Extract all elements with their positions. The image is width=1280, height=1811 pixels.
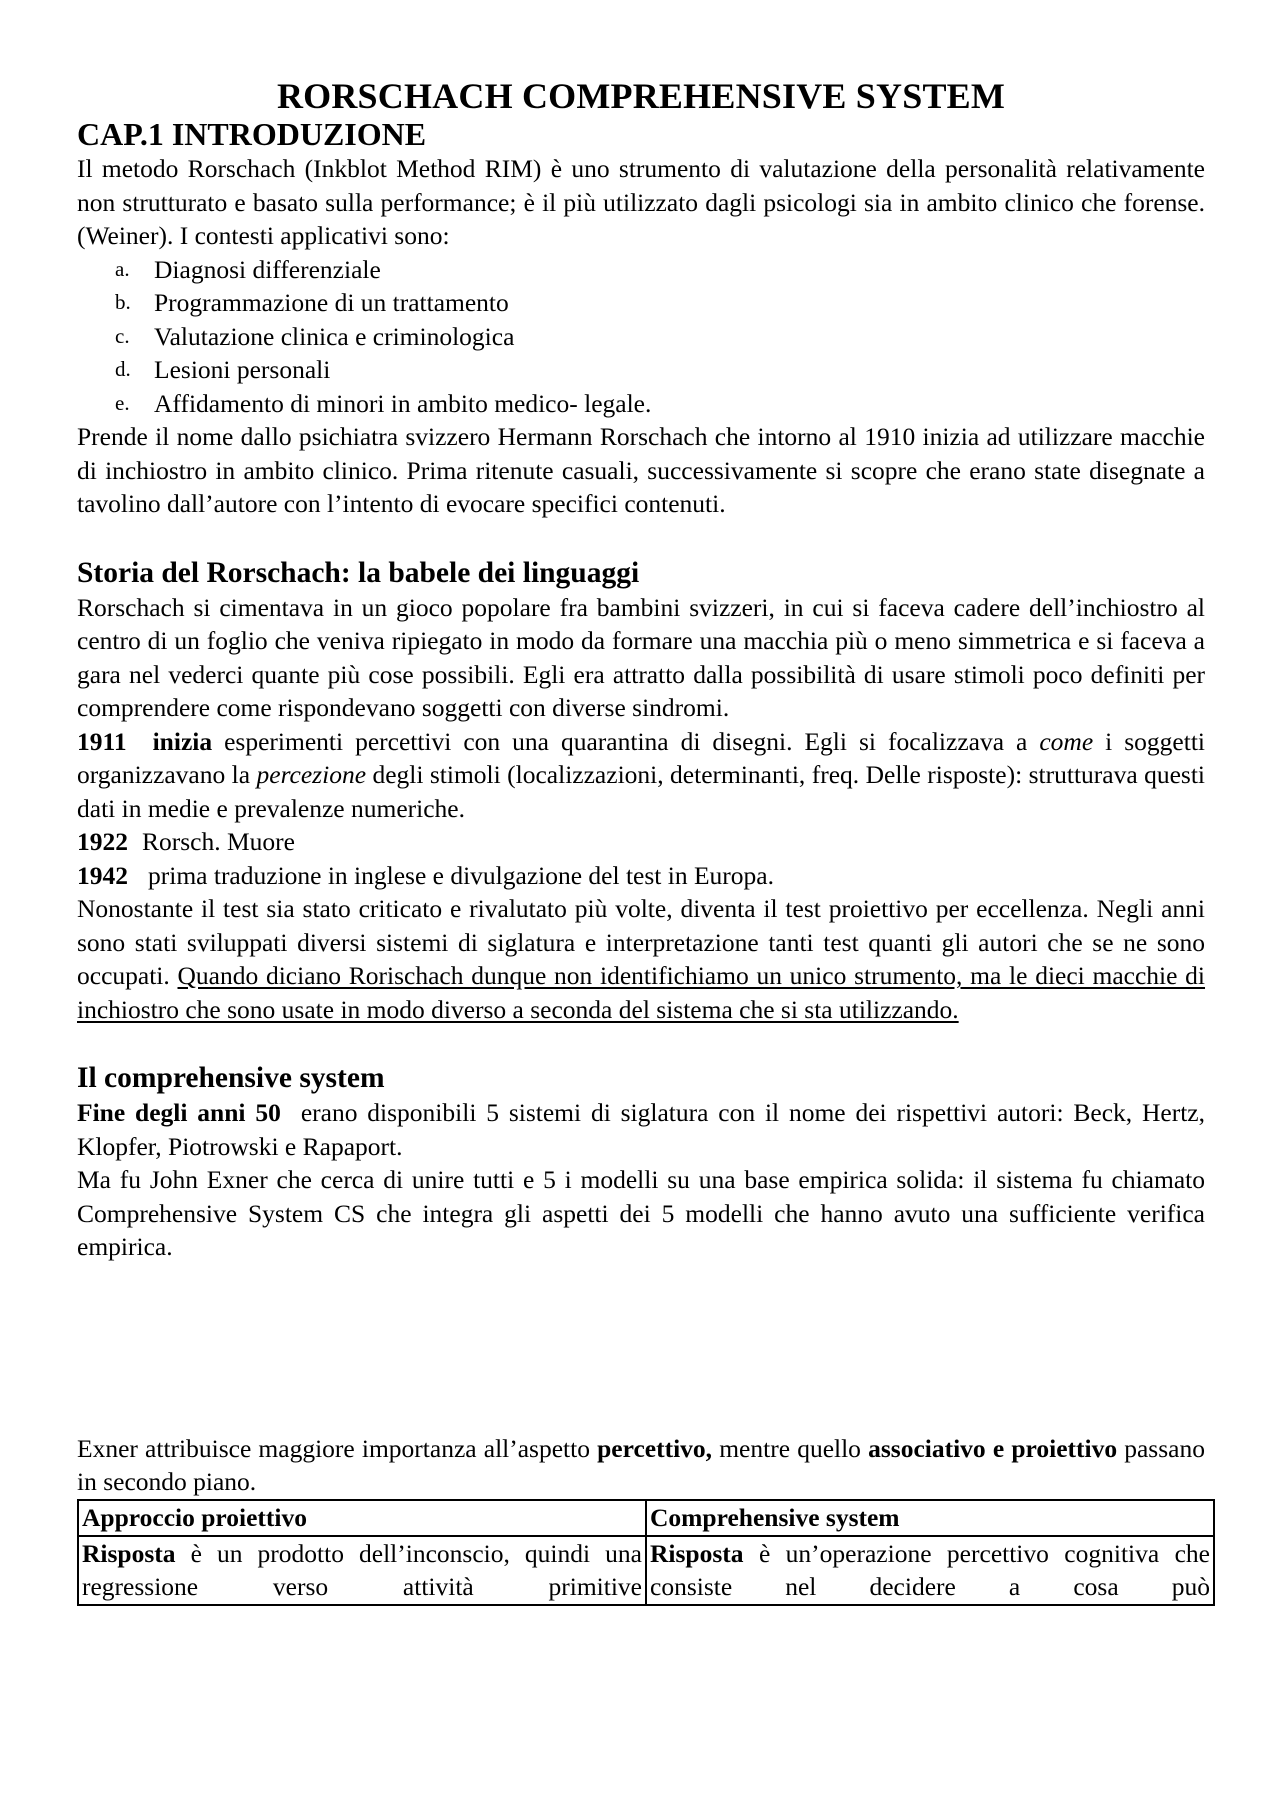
list-item-text: Valutazione clinica e criminologica — [154, 321, 515, 351]
exner-text: passano in secondo piano. — [77, 1433, 1205, 1496]
list-marker: b. — [115, 290, 131, 314]
contexts-list — [77, 253, 1205, 421]
list-item — [77, 253, 1205, 287]
origin-paragraph: Prende il nome dallo psichiatra svizzero Hermann Rorschach che intorno al 1910 inizia ad utilizzare macchie di inchiostro in ambito clinico. Prima ritenute casuali, successivamente si scopre che erano state disegnate a tavolino dall’autore con l’intento di evocare specifici contenuti. — [77, 422, 1205, 518]
keyword: inizia — [152, 726, 213, 756]
comprehensive-section-title: Il comprehensive system — [77, 1062, 385, 1094]
year-label: 1911 — [77, 726, 127, 756]
cell-bold: Risposta — [650, 1538, 744, 1568]
list-item-text: Diagnosi differenziale — [154, 254, 381, 284]
comparison-table — [77, 1499, 1215, 1606]
spacer — [77, 521, 1205, 555]
spacer — [77, 1026, 1205, 1060]
list-marker: e. — [115, 390, 130, 415]
history-section-title: Storia del Rorschach: la babele dei linguaggi — [77, 556, 640, 589]
exner-text: mentre quello — [712, 1433, 869, 1463]
comprehensive-paragraph: Ma fu John Exner che cerca di unire tutti e 5 i modelli su una base empirica solida: il sistema fu chiamato Comprehensive System CS che integra gli aspetti dei 5 modelli che hanno avuto una sufficiente verifica empirica. — [77, 1165, 1205, 1261]
entry-text: prima traduzione in inglese e divulgazione del test in Europa. — [148, 860, 774, 890]
list-item — [77, 353, 1205, 387]
entry-text: Rorsch. Muore — [142, 827, 295, 856]
list-marker: d. — [115, 357, 131, 381]
list-item-text: Lesioni personali — [154, 355, 331, 384]
exner-bold: percettivo, — [597, 1433, 713, 1463]
exner-text: Exner attribuisce maggiore importanza all’aspetto — [77, 1433, 598, 1463]
cell-text: è un’operazione percettivo cognitiva che consiste nel decidere a cosa può — [650, 1538, 1210, 1601]
year-label: 1922 — [77, 827, 128, 856]
history-paragraph: Rorschach si cimentava in un gioco popolare fra bambini svizzeri, in cui si faceva cadere dell’inchiostro al centro di un foglio che veniva ripiegato in modo da formare una macchia più o meno simmetrica e si faceva a gara nel vederci quante più cose possibili. Egli era attratto dalla possibilità di usare stimoli poco definiti per comprendere come rispondevano soggetti con diverse sindromi. — [77, 592, 1205, 722]
intro-paragraph: Il metodo Rorschach (Inkblot Method RIM) è uno strumento di valutazione della personalità relativamente non strutturato e basato sulla performance; è il più utilizzato dagli psicologi sia in ambito clinico che forense. (Weiner). I contesti applicativi sono: — [77, 154, 1205, 250]
history-entry-1911 — [77, 725, 1205, 826]
spacer — [77, 1264, 1205, 1432]
table-header-cell: Comprehensive system — [646, 1500, 1214, 1536]
entry-italic: percezione — [256, 760, 367, 789]
cell-bold: Risposta — [82, 1538, 176, 1568]
table-cell — [78, 1536, 646, 1605]
list-item-text: Affidamento di minori in ambito medico- legale. — [154, 388, 652, 418]
document-page — [77, 76, 1210, 1606]
table-header-row — [78, 1500, 1214, 1536]
history-closing-paragraph — [77, 892, 1205, 1026]
entry-text: degli stimoli (localizzazioni, determinanti, freq. Delle risposte): strutturava questi dati in medie e prevalenze numeriche. — [77, 760, 1206, 823]
closing-text: Nonostante il test sia stato criticato e rivalutato più volte, diventa il test proiettivo per eccellenza. Negli anni sono stati sviluppati diversi sistemi di siglatura e interpretazione tanti test quanti gli autori che se ne sono occupati. — [77, 894, 1205, 990]
lead-text: erano disponibili 5 sistemi di siglatura con il nome dei rispettivi autori: Beck, Hertz, Klopfer, Piotrowski e Rapaport. — [77, 1098, 1206, 1161]
cell-text: è un prodotto dell’inconscio, quindi una regressione verso attività primitive — [82, 1538, 642, 1601]
list-item — [77, 286, 1205, 320]
table-header-cell: Approccio proiettivo — [78, 1500, 646, 1536]
chapter-title: CAP.1 INTRODUZIONE — [77, 116, 427, 152]
exner-bold: associativo e proiettivo — [868, 1433, 1118, 1463]
year-label: 1942 — [77, 860, 128, 890]
history-entry-1942 — [77, 859, 1205, 893]
lead-bold: Fine degli anni 50 — [77, 1098, 281, 1127]
list-item-text: Programmazione di un trattamento — [154, 288, 509, 317]
exner-paragraph — [77, 1432, 1205, 1499]
table-cell — [646, 1536, 1214, 1605]
entry-text: i soggetti organizzavano la — [77, 726, 1205, 789]
history-entry-1922 — [77, 825, 1205, 859]
document-title: RORSCHACH COMPREHENSIVE SYSTEM — [276, 76, 1006, 116]
list-item — [77, 387, 1205, 421]
list-marker: a. — [115, 256, 130, 281]
entry-text: esperimenti percettivi con una quarantina di disegni. Egli si focalizzava a — [212, 726, 1040, 756]
comprehensive-lead — [77, 1096, 1205, 1163]
list-marker: c. — [115, 323, 130, 348]
list-item — [77, 320, 1205, 354]
table-row — [78, 1536, 1214, 1605]
entry-italic: come — [1039, 726, 1094, 756]
closing-underlined-text: Quando diciano Rorischach dunque non identifichiamo un unico strumento, ma le dieci macchie di inchiostro che sono usate in modo diverso a seconda del sistema che si sta utilizzando. — [77, 961, 1206, 1024]
